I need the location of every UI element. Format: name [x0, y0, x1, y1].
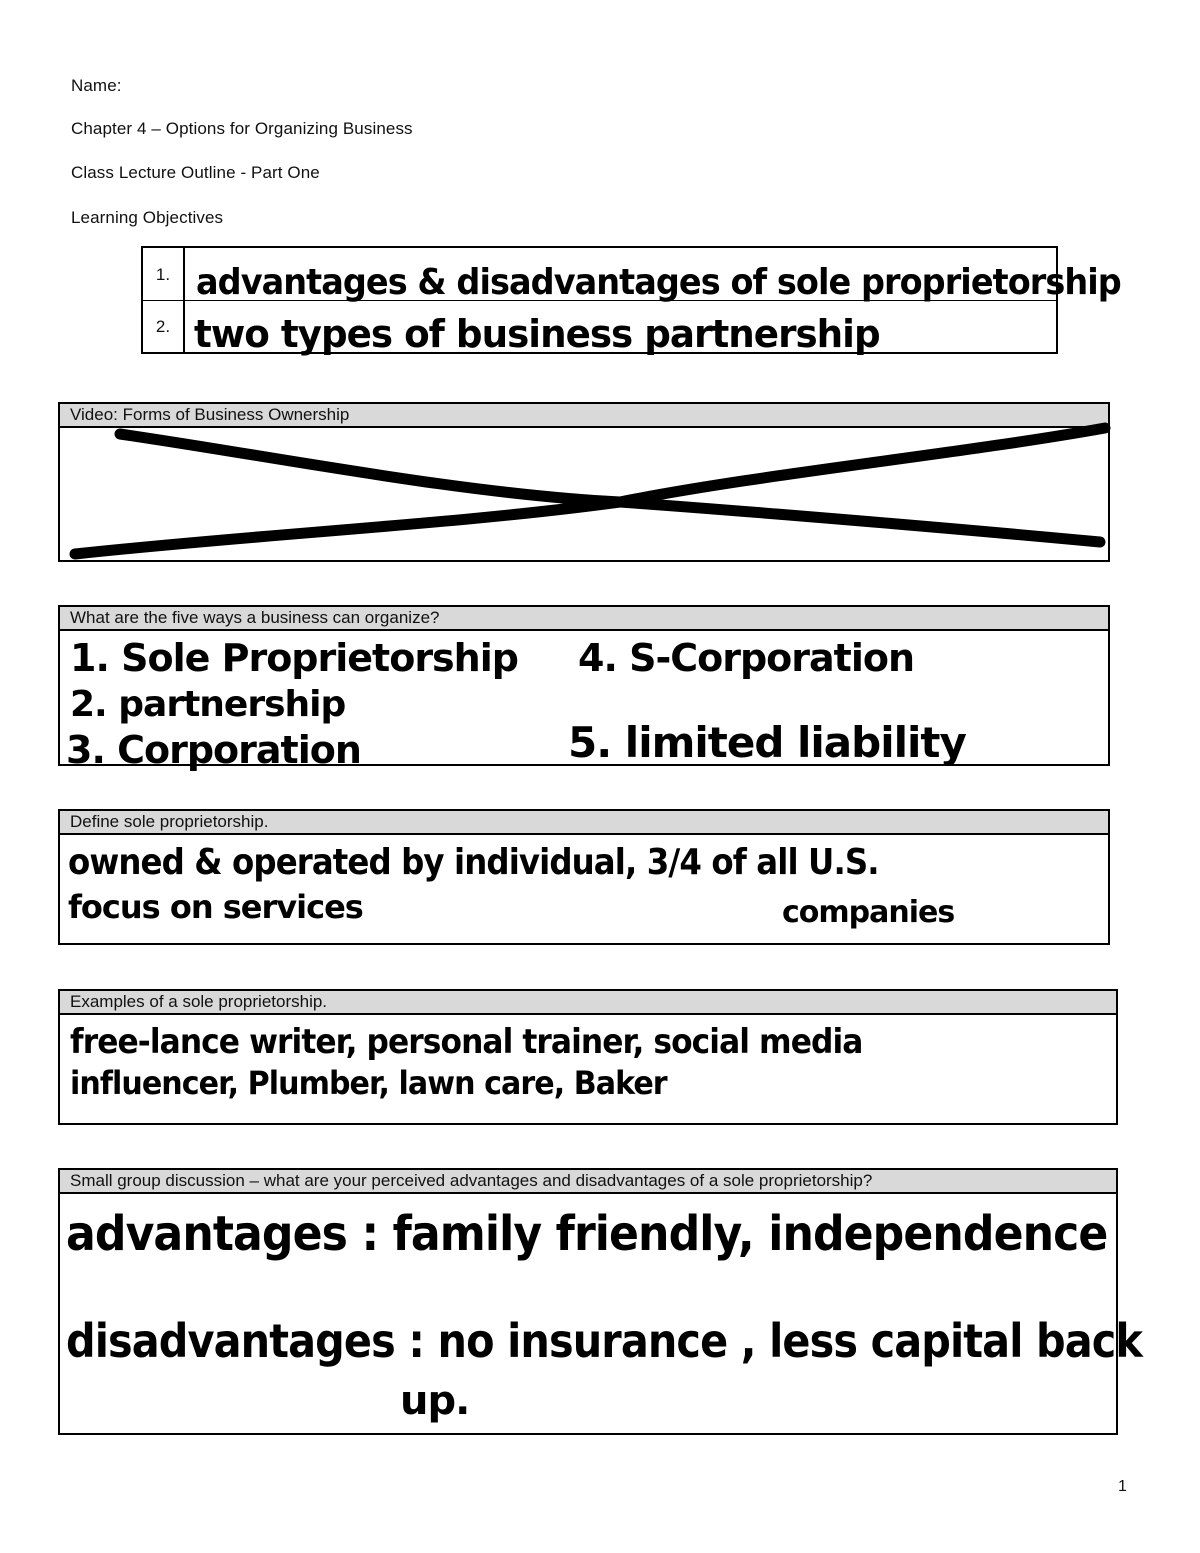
objectives-heading: Learning Objectives [71, 208, 224, 227]
five-ways-answer-3[interactable]: 3. Corporation [66, 728, 361, 772]
discussion-disadvantages-cont[interactable]: up. [400, 1378, 470, 1424]
objective-1-answer[interactable]: advantages & disadvantages of sole proprietorship [196, 262, 1121, 303]
define-answer-line2[interactable]: focus on services [68, 888, 363, 926]
five-ways-answer-1[interactable]: 1. Sole Proprietorship [70, 636, 518, 680]
objective-2-answer[interactable]: two types of business partnership [194, 312, 880, 356]
page-number: 1 [1118, 1478, 1127, 1495]
discussion-advantages[interactable]: advantages : family friendly, independence [66, 1206, 1108, 1262]
define-prompt: Define sole proprietorship. [60, 811, 1108, 835]
name-label: Name: [71, 76, 122, 95]
objective-number: 2. [143, 301, 185, 352]
define-answer-line3[interactable]: companies [782, 895, 955, 930]
chapter-title: Chapter 4 – Options for Organizing Business [71, 119, 413, 138]
discussion-prompt: Small group discussion – what are your perceived advantages and disadvantages of a sole proprietorship? [60, 1170, 1116, 1194]
examples-prompt: Examples of a sole proprietorship. [60, 991, 1116, 1015]
five-ways-prompt: What are the five ways a business can organize? [60, 607, 1108, 631]
objective-number: 1. [143, 248, 185, 301]
five-ways-answer-4[interactable]: 4. S-Corporation [578, 636, 915, 680]
outline-title: Class Lecture Outline - Part One [71, 163, 320, 182]
video-box [58, 402, 1110, 562]
examples-answer-line1[interactable]: free-lance writer, personal trainer, social media [70, 1022, 863, 1062]
five-ways-answer-5[interactable]: 5. limited liability [568, 718, 966, 767]
five-ways-answer-2[interactable]: 2. partnership [70, 684, 346, 725]
examples-answer-line2[interactable]: influencer, Plumber, lawn care, Baker [70, 1064, 667, 1102]
discussion-disadvantages[interactable]: disadvantages : no insurance , less capital back [66, 1314, 1143, 1368]
video-prompt: Video: Forms of Business Ownership [60, 404, 1108, 428]
define-answer-line1[interactable]: owned & operated by individual, 3/4 of all U.S. [68, 842, 879, 883]
crossed-out-scribble [60, 404, 1112, 564]
